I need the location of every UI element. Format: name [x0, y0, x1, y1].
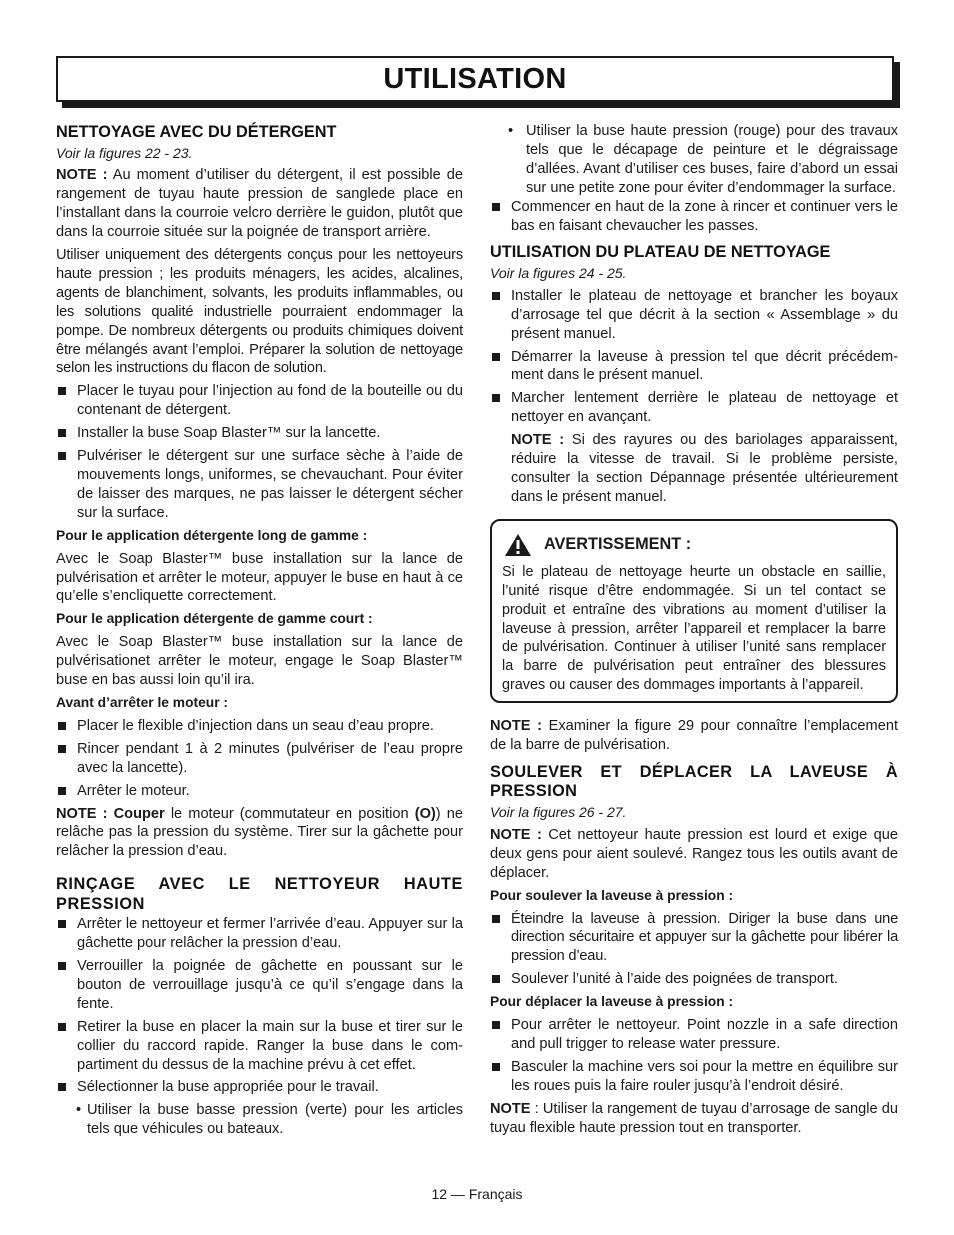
section-heading-detergent: NETTOYAGE AVEC DU DÉTERGENT	[56, 123, 337, 141]
square-bullet-icon	[492, 1063, 500, 1071]
figure-reference: Voir la figures 22 - 23.	[56, 144, 193, 161]
figure-reference: Voir la figures 26 - 27.	[490, 803, 627, 820]
warning-title: AVERTISSEMENT :	[544, 535, 692, 554]
list-item: Pulvériser le détergent sur une surface sèche à l’aide de mouvements longs, uniformes, se chevauchant. Pour éviter de laisser des marques, ne pas laisser le détergent sécher sur la surface.	[56, 447, 463, 523]
note-paragraph: NOTE : Couper le moteur (commutateur en position (O)) ne relâche pas la pression du système. Tirer sur la gâchette pour relâcher la pression d’eau.	[56, 805, 463, 860]
figure-reference: Voir la figures 24 - 25.	[490, 264, 627, 281]
list-item: Démarrer la laveuse à pression tel que décrit précédemment dans le présent manuel.	[490, 348, 898, 386]
list-item: Placer le tuyau pour l’injection au fond de la bouteille ou du contenant de détergent.	[56, 382, 463, 420]
bullet-list	[490, 287, 898, 427]
square-bullet-icon	[492, 915, 500, 923]
body-paragraph: Avec le Soap Blaster™ buse installation sur la lance de pulvérisation et arrêter le moteur, appuyer le buse en haut à ce qu’elle s’encliquette correctement.	[56, 550, 463, 605]
list-item: Commencer en haut de la zone à rincer et continuer vers le bas en faisant chevaucher les passes.	[490, 198, 898, 236]
list-item: Placer le flexible d’injection dans un seau d’eau propre.	[56, 717, 463, 736]
list-item: Installer la buse Soap Blaster™ sur la lancette.	[56, 424, 463, 443]
page-title: UTILISATION	[383, 62, 567, 95]
list-item: Retirer la buse en placer la main sur la buse et tirer sur le collier du raccord rapide. Ranger la buse dans le compartiment du dessus de la machine prévu à cet effet.	[56, 1018, 463, 1075]
subheading: Pour soulever la laveuse à pression :	[490, 887, 734, 903]
list-item: Soulever l’unité à l’aide des poignées de transport.	[490, 970, 898, 989]
section-heading-rinsing: RINÇAGE AVEC LE NETTOYEUR HAUTE PRESSION	[56, 875, 463, 913]
list-item: Basculer la machine vers soi pour la mettre en équilibre sur les roues puis la faire rouler jusqu’à l’endroit désiré.	[490, 1058, 898, 1096]
square-bullet-icon	[492, 1021, 500, 1029]
note-paragraph: NOTE : Cet nettoyeur haute pression est lourd et exige que deux gens pour aient soulevé. Rangez tous les outils avant de déplacer.	[490, 826, 898, 881]
square-bullet-icon	[58, 722, 66, 730]
square-bullet-icon	[492, 292, 500, 300]
bullet-list	[490, 910, 898, 990]
list-item: • Utiliser la buse haute pression (rouge) pour des travaux tels que le décapage de peinture et le dégraissage d’allées. Avant d’utiliser ces buses, faire d’abord un essai sur une petite zone pour éviter d’endommager la surface.	[508, 123, 898, 196]
square-bullet-icon	[58, 429, 66, 437]
note-paragraph: NOTE : Utiliser la rangement de tuyau d’arrosage de sangle du tuyau flexible haute pression tout en transporter.	[490, 1100, 898, 1136]
dot-list	[56, 1101, 463, 1139]
dot-bullet-icon: •	[76, 1102, 82, 1119]
list-item: Sélectionner la buse appropriée pour le travail.	[56, 1078, 463, 1097]
subheading: Pour le application détergente de gamme court :	[56, 611, 373, 627]
square-bullet-icon	[58, 387, 66, 395]
dot-list	[490, 122, 898, 198]
list-item: Éteindre la laveuse à pression. Diriger la buse dans une direction sécuritaire et appuyer sur la gâchette pour libérer la pression d’eau.	[490, 910, 898, 967]
square-bullet-icon	[58, 452, 66, 460]
warning-triangle-icon	[504, 533, 532, 557]
list-item: Arrêter le nettoyeur et fermer l’arrivée d’eau. Appuyer sur la gâchette pour relâcher la pression d’eau.	[56, 915, 463, 953]
note-paragraph: NOTE : Examiner la figure 29 pour connaître l’emplacement de la barre de pulvérisation.	[490, 718, 898, 754]
dot-bullet-icon: •	[508, 123, 514, 139]
page-title-box	[56, 56, 894, 102]
list-item: Arrêter le moteur.	[56, 782, 463, 801]
square-bullet-icon	[492, 394, 500, 402]
list-item: Pour arrêter le nettoyeur. Point nozzle in a safe direction and pull trigger to release water pressure.	[490, 1016, 898, 1054]
bullet-list	[56, 717, 463, 801]
note-paragraph	[56, 166, 463, 242]
bullet-list	[56, 382, 463, 522]
page-number: 12 — Français	[431, 1186, 523, 1202]
square-bullet-icon	[58, 745, 66, 753]
square-bullet-icon	[58, 962, 66, 970]
list-item: Marcher lentement derrière le plateau de nettoyage et nettoyer en avançant.	[490, 389, 898, 427]
section-heading-cleaning-tray: UTILISATION DU PLATEAU DE NETTOYAGE	[490, 243, 831, 262]
list-item: Verrouiller la poignée de gâchette en poussant sur le bouton de verrouillage jusqu’à ce qu’il s’engage dans la fente.	[56, 957, 463, 1014]
warning-text: Si le plateau de nettoyage heurte un obstacle en saillie, l’unité risque d’être endommagée. Si un tel contact se produit et entraîne des vibrations au moment d’utiliser la laveuse à pression, arrêter l’appareil et remplacer la barre de pulvérisation. Continuer à utiliser l’unité sans remplacer la barre de pulvérisation peut entraîner des blessures graves ou causer des dommages importants à l’appareil.	[502, 563, 886, 694]
square-bullet-icon	[492, 203, 500, 211]
bullet-list	[490, 198, 898, 236]
bullet-list	[56, 915, 463, 1097]
square-bullet-icon	[492, 975, 500, 983]
section-heading-lift-move: SOULEVER ET DÉPLACER LA LAVEUSE À PRESSION	[490, 762, 898, 801]
right-column	[490, 122, 898, 1141]
square-bullet-icon	[58, 1083, 66, 1091]
list-item: Rincer pendant 1 à 2 minutes (pulvériser de l’eau propre avec la lancette).	[56, 740, 463, 778]
list-item: • Utiliser la buse basse pression (verte) pour les articles tels que véhicules ou bateaux.	[76, 1102, 463, 1138]
warning-box	[490, 519, 898, 703]
square-bullet-icon	[58, 1023, 66, 1031]
note-paragraph: NOTE : Si des rayures ou des bariolages apparaissent, réduire la vitesse de travail. Si le problème persiste, consulter la section Dépannage présentée ultérieurement dans le présent manuel.	[511, 432, 898, 505]
body-paragraph: Avec le Soap Blaster™ buse installation sur la lance de pulvérisationet arrêter le moteur, engage le Soap Blaster™ buse en bas aussi loin qu’il ira.	[56, 634, 463, 689]
bullet-list	[490, 1016, 898, 1096]
body-paragraph: Utiliser uniquement des détergents conçus pour les nettoyeurs haute pression ; les produits ménagers, les acides, alcalines, agents de blanchiment, solvants, les produits inflammables, ou les solutions qualité industrielle pourraient endommager la pompe. De nombreux détergents ou produits chimiques doivent être mélangés avant l’emploi. Préparer la solution de nettoyage selon les instructions du flacon de solution.	[56, 247, 463, 377]
subheading: Pour le application détergente long de gamme :	[56, 527, 368, 543]
subheading: Avant d’arrêter le moteur :	[56, 694, 228, 710]
square-bullet-icon	[58, 787, 66, 795]
list-item: Installer le plateau de nettoyage et brancher les boyaux d’arrosage tel que décrit à la section « Assemblage » du présent manuel.	[490, 287, 898, 344]
note-label: NOTE :	[56, 167, 108, 184]
square-bullet-icon	[58, 920, 66, 928]
subheading: Pour déplacer la laveuse à pression :	[490, 994, 734, 1010]
square-bullet-icon	[492, 353, 500, 361]
warning-header	[504, 533, 886, 557]
left-column	[56, 123, 463, 1139]
note-text: Au moment d’utiliser du détergent, il est possible de rangement de tuyau haute pression de sanglede place en l’installant dans la courroie velcro derrière le guidon, plutôt que dans la courroie située sur la poignée de transport arrière.	[56, 167, 463, 241]
